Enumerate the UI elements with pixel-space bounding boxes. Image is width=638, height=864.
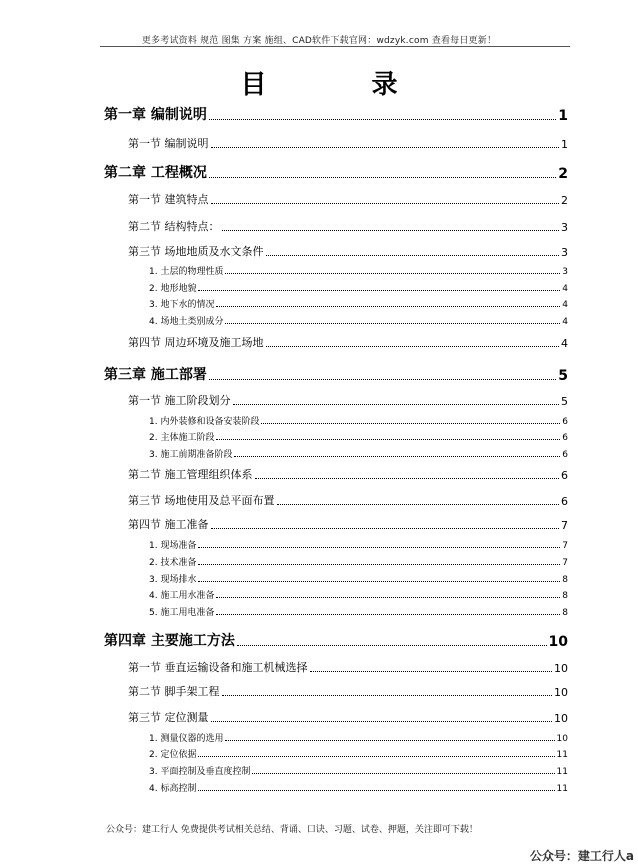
toc-entry-chapter[interactable] [104, 106, 568, 124]
toc-entry-label: 3. 平面控制及垂直度控制 [149, 767, 251, 777]
toc-entry-section[interactable] [128, 193, 568, 207]
toc-page-number: 7 [561, 519, 568, 532]
page-footer: 公众号：建工行人 免费提供考试相关总结、背诵、口诀、习题、试卷、押题，关注即可下载！ [106, 825, 478, 835]
toc-page-number: 11 [556, 750, 568, 760]
toc-entry-item[interactable] [149, 265, 568, 277]
toc-page-number: 10 [554, 662, 568, 675]
toc-entry-item[interactable] [149, 415, 568, 427]
toc-dot-leader [216, 439, 560, 440]
toc-page-number: 4 [562, 317, 568, 327]
toc-entry-label: 2. 地形地貌 [149, 284, 197, 294]
toc-entry-label: 第二节 脚手架工程 [128, 685, 220, 698]
toc-dot-leader [237, 645, 547, 646]
toc-dot-leader [255, 478, 560, 479]
toc-page-number: 1 [561, 138, 568, 151]
toc-entry-label: 2. 技术准备 [149, 558, 197, 568]
toc-entry-item[interactable] [149, 431, 568, 443]
toc-entry-item[interactable] [149, 589, 568, 601]
toc-page-number: 4 [561, 337, 568, 350]
toc-entry-chapter[interactable] [104, 632, 568, 650]
toc-entry-label: 第一节 垂直运输设备和施工机械选择 [128, 661, 308, 674]
toc-page-number: 10 [554, 712, 568, 725]
toc-page-number: 8 [562, 608, 568, 618]
toc-page-number: 10 [548, 634, 568, 650]
page-header: 更多考试资料 规范 图集 方案 施组、CAD软件下载官网：wdzyk.com 查看每日更新！ [141, 36, 497, 46]
toc-entry-label: 第一节 施工阶段划分 [128, 394, 231, 407]
toc-entry-label: 第三节 场地使用及总平面布置 [128, 494, 275, 507]
toc-dot-leader [211, 203, 560, 204]
toc-dot-leader [277, 504, 560, 505]
toc-entry-label: 第一节 建筑特点 [128, 193, 209, 206]
toc-dot-leader [225, 323, 560, 324]
toc-entry-label: 1. 土层的物理性质 [149, 267, 224, 277]
toc-dot-leader [216, 597, 560, 598]
toc-page-number: 6 [562, 450, 568, 460]
toc-entry-chapter[interactable] [104, 164, 568, 182]
toc-dot-leader [198, 581, 560, 582]
toc-page-number: 10 [556, 734, 568, 744]
toc-entry-label: 第一章 编制说明 [104, 107, 207, 123]
toc-entry-section[interactable] [128, 220, 568, 234]
toc-page-number: 7 [562, 541, 568, 551]
toc-entry-label: 5. 施工用电准备 [149, 608, 215, 618]
toc-dot-leader [216, 306, 560, 307]
toc-page-number: 6 [562, 433, 568, 443]
toc-entry-item[interactable] [149, 606, 568, 618]
toc-entry-label: 3. 施工前期准备阶段 [149, 450, 233, 460]
toc-dot-leader [209, 379, 556, 380]
toc-entry-item[interactable] [149, 556, 568, 568]
toc-entry-label: 2. 主体施工阶段 [149, 433, 215, 443]
toc-entry-label: 第二节 施工管理组织体系 [128, 468, 253, 481]
toc-entry-item[interactable] [149, 539, 568, 551]
toc-page-number: 2 [558, 166, 568, 182]
toc-entry-item[interactable] [149, 448, 568, 460]
toc-entry-label: 4. 施工用水准备 [149, 591, 215, 601]
toc-dot-leader [216, 614, 560, 615]
header-rule [100, 46, 570, 47]
toc-page-number: 2 [561, 194, 568, 207]
toc-entry-label: 1. 现场准备 [149, 541, 197, 551]
toc-entry-label: 2. 定位依据 [149, 750, 197, 760]
toc-entry-section[interactable] [128, 137, 568, 151]
toc-dot-leader [211, 147, 560, 148]
toc-dot-leader [266, 346, 560, 347]
toc-dot-leader [198, 756, 554, 757]
watermark: 公众号：建工行人a [529, 849, 634, 863]
toc-entry-label: 第四章 主要施工方法 [104, 633, 235, 649]
toc-dot-leader [222, 695, 553, 696]
toc-entry-item[interactable] [149, 315, 568, 327]
toc-dot-leader [225, 740, 554, 741]
toc-dot-leader [198, 564, 560, 565]
toc-entry-item[interactable] [149, 765, 568, 777]
toc-entry-section[interactable] [128, 711, 568, 725]
toc-page-number: 7 [562, 558, 568, 568]
toc-entry-section[interactable] [128, 336, 568, 350]
toc-entry-label: 3. 现场排水 [149, 575, 197, 585]
toc-entry-item[interactable] [149, 282, 568, 294]
toc-dot-leader [198, 290, 560, 291]
toc-entry-item[interactable] [149, 573, 568, 585]
toc-page-number: 8 [562, 575, 568, 585]
toc-entry-label: 第二节 结构特点： [128, 220, 220, 233]
toc-dot-leader [261, 423, 560, 424]
toc-entry-item[interactable] [149, 748, 568, 760]
toc-page-number: 3 [561, 221, 568, 234]
toc-dot-leader [211, 528, 560, 529]
toc-page-number: 3 [562, 267, 568, 277]
toc-page-number: 1 [558, 108, 568, 124]
toc-entry-label: 第一节 编制说明 [128, 137, 209, 150]
toc-entry-section[interactable] [128, 518, 568, 532]
toc-dot-leader [266, 255, 560, 256]
toc-entry-label: 1. 测量仪器的选用 [149, 734, 224, 744]
toc-dot-leader [234, 456, 560, 457]
toc-entry-section[interactable] [128, 394, 568, 408]
toc-entry-label: 第三章 施工部署 [104, 367, 207, 383]
toc-page-number: 6 [561, 469, 568, 482]
toc-entry-chapter[interactable] [104, 366, 568, 384]
toc-page-number: 10 [554, 686, 568, 699]
toc-entry-section[interactable] [128, 661, 568, 675]
toc-entry-label: 第四节 施工准备 [128, 518, 209, 531]
toc-entry-label: 第三节 定位测量 [128, 711, 209, 724]
toc-page-number: 4 [562, 284, 568, 294]
toc-entry-label: 第四节 周边环境及施工场地 [128, 336, 264, 349]
toc-entry-label: 第三节 场地地质及水文条件 [128, 245, 264, 258]
toc-entry-section[interactable] [128, 685, 568, 699]
toc-entry-label: 4. 标高控制 [149, 784, 197, 794]
toc-dot-leader [233, 404, 560, 405]
toc-page-number: 8 [562, 591, 568, 601]
toc-entry-section[interactable] [128, 494, 568, 508]
toc-page-number: 5 [558, 368, 568, 384]
toc-dot-leader [225, 273, 560, 274]
toc-entry-label: 3. 地下水的情况 [149, 300, 215, 310]
toc-entry-section[interactable] [128, 245, 568, 259]
toc-entry-item[interactable] [149, 732, 568, 744]
toc-dot-leader [209, 119, 556, 120]
toc-dot-leader [222, 230, 560, 231]
toc-entry-section[interactable] [128, 468, 568, 482]
toc-entry-item[interactable] [149, 298, 568, 310]
toc-page-number: 5 [561, 395, 568, 408]
toc-page-number: 4 [562, 300, 568, 310]
toc-entry-label: 第二章 工程概况 [104, 165, 207, 181]
toc-page-number: 6 [562, 417, 568, 427]
toc-dot-leader [198, 547, 560, 548]
toc-page-number: 11 [556, 767, 568, 777]
toc-dot-leader [310, 671, 553, 672]
toc-page-number: 3 [561, 246, 568, 259]
toc-entry-label: 4. 场地土类别成分 [149, 317, 224, 327]
toc-dot-leader [211, 721, 553, 722]
toc-title: 目 录 [240, 70, 446, 100]
toc-dot-leader [252, 773, 554, 774]
toc-dot-leader [209, 177, 556, 178]
toc-page-number: 11 [556, 784, 568, 794]
toc-entry-label: 1. 内外装修和设备安装阶段 [149, 417, 260, 427]
toc-entry-item[interactable] [149, 782, 568, 794]
toc-page-number: 6 [561, 495, 568, 508]
toc-dot-leader [198, 790, 554, 791]
